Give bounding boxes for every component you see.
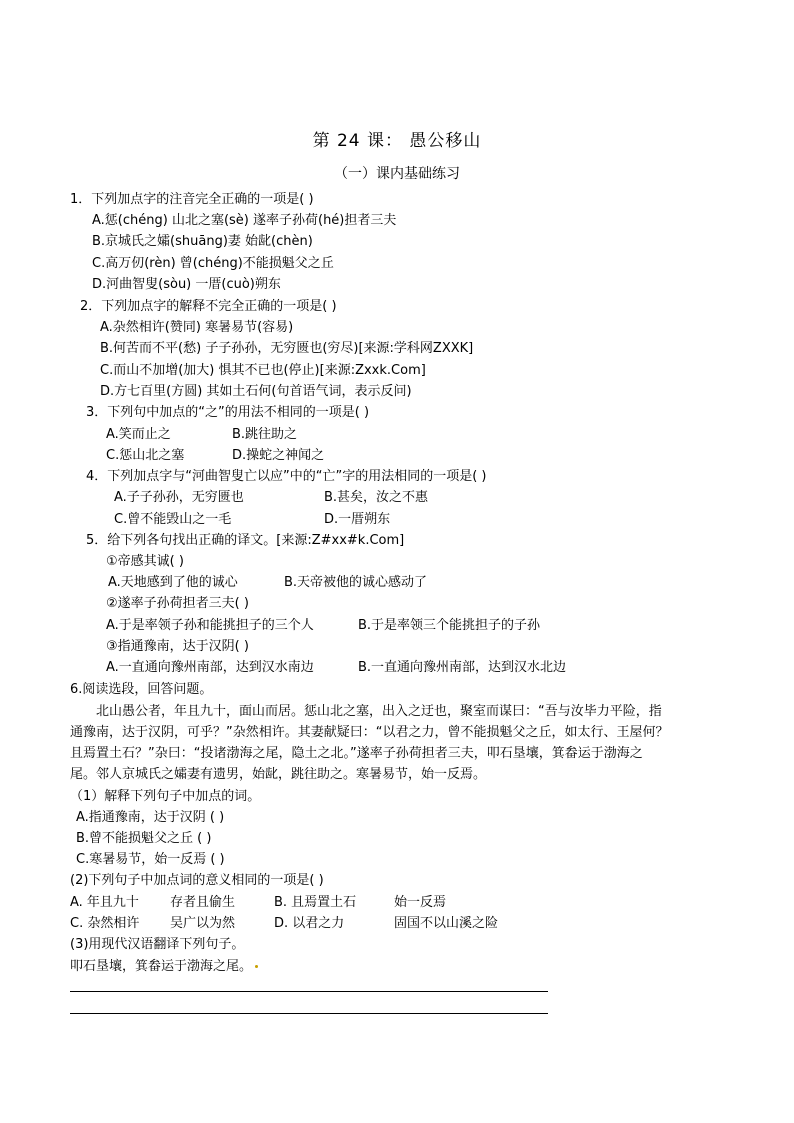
q6-sub1-a: A.指通豫南，达于汉阴 ( ) — [76, 810, 225, 825]
answer-line-1[interactable] — [70, 991, 548, 992]
q2-option-c: C.而山不加增(加大) 惧其不已也(停止)[来源:Zxxk.Com] — [100, 363, 426, 378]
q6-sub2-c-left: C. 杂然相许 — [70, 916, 140, 931]
passage-line-2: 通豫南，达于汉阴，可乎？”杂然相许。其妻献疑曰：“以君之力，曾不能损魁父之丘，如太行、王屋何？ — [70, 725, 669, 740]
lesson-title: 第 24 课： 愚公移山 — [312, 131, 482, 151]
q4-option-a: A.子子孙孙，无穷匮也 — [114, 490, 244, 505]
q6-sub3-stem: (3)用现代汉语翻译下列句子。 — [70, 937, 245, 952]
q1-option-d: D.河曲智叟(sòu) 一厝(cuò)朔东 — [92, 277, 281, 292]
stray-dot-mark — [255, 965, 258, 968]
q6-sub2-b-left: B. 且焉置土石 — [274, 895, 357, 910]
q1-option-a: A.惩(chéng) 山北之塞(sè) 遂率子孙荷(hé)担者三夫 — [92, 213, 397, 228]
q6-sub2-c-right: 吴广以为然 — [170, 916, 236, 931]
q6-sub2-d-right: 固国不以山溪之险 — [394, 916, 499, 931]
q2-option-b: B.何苦而不平(愁) 子子孙孙，无穷匮也(穷尽)[来源:学科网ZXXK] — [100, 341, 474, 356]
q6-sub1-b: B.曾不能损魁父之丘 ( ) — [76, 831, 212, 846]
q1-stem: 1．下列加点字的注音完全正确的一项是( ) — [70, 192, 314, 207]
q5-s1-option-b: B.天帝被他的诚心感动了 — [284, 575, 428, 590]
q5-s1-option-a: A.天地感到了他的诚心 — [108, 575, 238, 590]
q4-option-d: D.一厝朔东 — [324, 512, 391, 527]
q3-stem: 3．下列句中加点的“之”的用法不相同的一项是( ) — [86, 405, 370, 420]
q5-s3-option-b: B.一直通向豫州南部，达到汉水北边 — [358, 660, 567, 675]
q5-sentence-1: ①帝感其诚( ) — [106, 554, 184, 569]
q6-sub2-a-left: A. 年且九十 — [70, 895, 139, 910]
q2-stem: 2．下列加点字的解释不完全正确的一项是( ) — [80, 299, 337, 314]
answer-line-2[interactable] — [70, 1013, 548, 1014]
q5-s2-option-b: B.于是率领三个能挑担子的子孙 — [358, 618, 541, 633]
q2-option-d: D.方七百里(方圆) 其如土石何(句首语气词，表示反问) — [100, 384, 412, 399]
q5-s2-option-a: A.于是率领子孙和能挑担子的三个人 — [106, 618, 314, 633]
q3-option-c: C.惩山北之塞 — [106, 448, 185, 463]
q6-sub2-stem: (2)下列句子中加点词的意义相同的一项是( ) — [70, 873, 324, 888]
q6-sub2-d-left: D. 以君之力 — [274, 916, 345, 931]
q6-sub2-a-right: 存者且偷生 — [170, 895, 236, 910]
q2-option-a: A.杂然相许(赞同) 寒暑易节(容易) — [100, 320, 294, 335]
q1-option-c: C.高万仞(rèn) 曾(chéng)不能损魁父之丘 — [92, 256, 334, 271]
q6-sub3-text: 叩石垦壤，箕畚运于渤海之尾。 — [70, 959, 253, 974]
passage-line-1: 北山愚公者，年且九十，面山而居。惩山北之塞，出入之迂也，聚室而谋曰：“吾与汝毕力平险，指 — [96, 704, 662, 719]
q6-sub1-c: C.寒暑易节，始一反焉 ( ) — [76, 852, 225, 867]
q4-option-b: B.甚矣，汝之不惠 — [324, 490, 429, 505]
q6-sub1-stem: （1）解释下列句子中加点的词。 — [70, 789, 261, 804]
q1-option-b: B.京城氏之孀(shuāng)妻 始龀(chèn) — [92, 234, 313, 249]
q3-option-d: D.操蛇之神闻之 — [232, 448, 325, 463]
q3-option-b: B.跳往助之 — [232, 427, 298, 442]
q5-sentence-3: ③指通豫南，达于汉阴( ) — [106, 639, 249, 654]
passage-line-3: 且焉置土石？”杂曰：“投诸渤海之尾，隐土之北。”遂率子孙荷担者三夫，叩石垦壤，箕畚运于渤海之 — [70, 746, 643, 761]
q5-sentence-2: ②遂率子孙荷担者三夫( ) — [106, 596, 249, 611]
q6-sub2-b-right: 始一反焉 — [394, 895, 447, 910]
passage-line-4: 尾。邻人京城氏之孀妻有遗男，始龀，跳往助之。寒暑易节，始一反焉。 — [70, 767, 487, 782]
q4-stem: 4．下列加点字与“河曲智叟亡以应”中的“亡”字的用法相同的一项是( ) — [86, 469, 487, 484]
q6-stem: 6.阅读选段，回答问题。 — [70, 682, 213, 697]
q5-stem: 5．给下列各句找出正确的译文。[来源:Z#xx#k.Com] — [86, 533, 405, 548]
q3-option-a: A.笑而止之 — [106, 427, 171, 442]
q4-option-c: C.曾不能毁山之一毛 — [114, 512, 232, 527]
q5-s3-option-a: A.一直通向豫州南部，达到汉水南边 — [106, 660, 314, 675]
q6-sub3-sentence — [70, 957, 258, 977]
section-subtitle: （一）课内基础练习 — [334, 166, 460, 182]
